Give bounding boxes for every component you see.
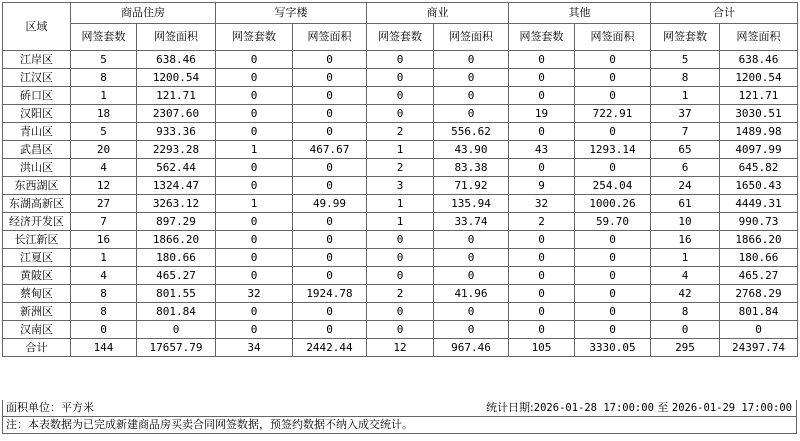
area-cell: 0 (434, 321, 509, 339)
count-cell: 0 (216, 303, 293, 321)
count-cell: 0 (216, 231, 293, 249)
area-cell: 0 (575, 285, 651, 303)
area-cell: 180.66 (137, 249, 216, 267)
table-row-total (3, 339, 798, 357)
region-cell: 洪山区 (3, 159, 71, 177)
count-cell: 0 (216, 321, 293, 339)
count-cell: 65 (651, 141, 720, 159)
count-cell: 37 (651, 105, 720, 123)
stat-date-from: 2026-01-28 17:00:00 (533, 402, 654, 414)
count-cell: 2 (367, 285, 434, 303)
area-cell: 556.62 (434, 123, 509, 141)
region-cell: 江岸区 (3, 51, 71, 69)
area-cell: 801.84 (720, 303, 798, 321)
area-cell: 990.73 (720, 213, 798, 231)
count-cell: 42 (651, 285, 720, 303)
count-cell: 24 (651, 177, 720, 195)
area-cell: 49.99 (293, 195, 367, 213)
stat-date-separator: 至 (657, 401, 669, 414)
area-cell: 638.46 (720, 51, 798, 69)
count-cell: 0 (509, 303, 575, 321)
header-sub-count: 网签套数 (216, 24, 293, 51)
count-cell: 0 (216, 267, 293, 285)
table-row (3, 159, 798, 177)
count-cell: 32 (216, 285, 293, 303)
count-cell: 0 (509, 249, 575, 267)
area-cell: 2768.29 (720, 285, 798, 303)
count-cell: 32 (509, 195, 575, 213)
area-cell: 17657.79 (137, 339, 216, 357)
area-cell: 43.90 (434, 141, 509, 159)
area-cell: 0 (293, 213, 367, 231)
area-cell: 0 (575, 321, 651, 339)
count-cell: 8 (71, 303, 137, 321)
region-cell: 新洲区 (3, 303, 71, 321)
header-group-other: 其他 (509, 3, 651, 24)
area-cell: 1866.20 (720, 231, 798, 249)
count-cell: 0 (367, 51, 434, 69)
count-cell: 8 (651, 303, 720, 321)
header-row-subcolumns (3, 24, 798, 51)
area-cell: 0 (434, 105, 509, 123)
count-cell: 0 (216, 123, 293, 141)
header-group-residential: 商品住房 (71, 3, 216, 24)
count-cell: 0 (367, 105, 434, 123)
area-cell: 135.94 (434, 195, 509, 213)
area-cell: 3263.12 (137, 195, 216, 213)
region-cell: 武昌区 (3, 141, 71, 159)
area-cell: 645.82 (720, 159, 798, 177)
count-cell: 1 (367, 195, 434, 213)
count-cell: 1 (651, 249, 720, 267)
count-cell: 105 (509, 339, 575, 357)
area-cell: 722.91 (575, 105, 651, 123)
table-row (3, 123, 798, 141)
count-cell: 1 (216, 141, 293, 159)
count-cell: 6 (651, 159, 720, 177)
count-cell: 1 (71, 87, 137, 105)
area-cell: 1489.98 (720, 123, 798, 141)
count-cell: 0 (216, 177, 293, 195)
area-cell: 1924.78 (293, 285, 367, 303)
area-cell: 801.55 (137, 285, 216, 303)
count-cell: 61 (651, 195, 720, 213)
region-cell: 黄陂区 (3, 267, 71, 285)
count-cell: 1 (367, 213, 434, 231)
region-cell: 汉南区 (3, 321, 71, 339)
header-region: 区域 (3, 3, 71, 51)
count-cell: 5 (651, 51, 720, 69)
area-cell: 0 (293, 303, 367, 321)
area-cell: 59.70 (575, 213, 651, 231)
table-row (3, 213, 798, 231)
area-cell: 638.46 (137, 51, 216, 69)
header-sub-count: 网签套数 (367, 24, 434, 51)
region-cell: 经济开发区 (3, 213, 71, 231)
area-cell: 0 (575, 231, 651, 249)
area-cell: 3030.51 (720, 105, 798, 123)
header-sub-count: 网签套数 (71, 24, 137, 51)
count-cell: 0 (651, 321, 720, 339)
area-cell: 0 (293, 87, 367, 105)
region-cell: 青山区 (3, 123, 71, 141)
transaction-table (2, 2, 798, 357)
footer-unit-row (2, 400, 797, 417)
area-cell: 2307.60 (137, 105, 216, 123)
count-cell: 0 (216, 51, 293, 69)
area-cell: 3330.05 (575, 339, 651, 357)
count-cell: 0 (509, 69, 575, 87)
table-row (3, 69, 798, 87)
header-sub-count: 网签套数 (509, 24, 575, 51)
area-cell: 0 (293, 231, 367, 249)
count-cell: 144 (71, 339, 137, 357)
count-cell: 0 (367, 87, 434, 105)
count-cell: 8 (71, 69, 137, 87)
area-cell: 0 (575, 87, 651, 105)
header-sub-area: 网签面积 (434, 24, 509, 51)
count-cell: 8 (71, 285, 137, 303)
area-cell: 0 (575, 159, 651, 177)
area-cell: 562.44 (137, 159, 216, 177)
area-cell: 0 (434, 69, 509, 87)
area-cell: 0 (575, 123, 651, 141)
region-cell: 东湖高新区 (3, 195, 71, 213)
count-cell: 0 (367, 249, 434, 267)
area-cell: 180.66 (720, 249, 798, 267)
count-cell: 5 (71, 51, 137, 69)
count-cell: 7 (71, 213, 137, 231)
count-cell: 0 (509, 123, 575, 141)
header-group-office: 写字楼 (216, 3, 367, 24)
count-cell: 10 (651, 213, 720, 231)
table-row (3, 321, 798, 339)
count-cell: 0 (367, 303, 434, 321)
count-cell: 1 (367, 141, 434, 159)
count-cell: 7 (651, 123, 720, 141)
area-cell: 2293.28 (137, 141, 216, 159)
region-cell: 硚口区 (3, 87, 71, 105)
count-cell: 0 (509, 87, 575, 105)
area-cell: 0 (575, 249, 651, 267)
count-cell: 1 (216, 195, 293, 213)
count-cell: 0 (367, 267, 434, 285)
count-cell: 0 (509, 159, 575, 177)
area-cell: 0 (293, 249, 367, 267)
count-cell: 0 (509, 285, 575, 303)
area-cell: 0 (434, 267, 509, 285)
region-cell: 合计 (3, 339, 71, 357)
area-cell: 0 (434, 51, 509, 69)
area-cell: 0 (293, 69, 367, 87)
header-sub-area: 网签面积 (575, 24, 651, 51)
region-cell: 蔡甸区 (3, 285, 71, 303)
header-group-total: 合计 (651, 3, 798, 24)
region-cell: 江汉区 (3, 69, 71, 87)
count-cell: 0 (216, 87, 293, 105)
area-cell: 1866.20 (137, 231, 216, 249)
area-cell: 0 (575, 69, 651, 87)
area-cell: 0 (293, 267, 367, 285)
count-cell: 0 (216, 159, 293, 177)
stat-date-to: 2026-01-29 17:00:00 (671, 402, 792, 414)
area-cell: 0 (575, 267, 651, 285)
area-cell: 0 (293, 105, 367, 123)
area-cell: 0 (720, 321, 798, 339)
area-cell: 0 (293, 321, 367, 339)
area-cell: 1293.14 (575, 141, 651, 159)
count-cell: 16 (71, 231, 137, 249)
table-row (3, 195, 798, 213)
region-cell: 长江新区 (3, 231, 71, 249)
count-cell: 0 (509, 267, 575, 285)
area-cell: 0 (137, 321, 216, 339)
table-row (3, 87, 798, 105)
count-cell: 12 (367, 339, 434, 357)
area-cell: 0 (575, 303, 651, 321)
count-cell: 0 (216, 69, 293, 87)
count-cell: 1 (651, 87, 720, 105)
area-cell: 897.29 (137, 213, 216, 231)
count-cell: 1 (71, 249, 137, 267)
area-cell: 41.96 (434, 285, 509, 303)
count-cell: 9 (509, 177, 575, 195)
header-sub-count: 网签套数 (651, 24, 720, 51)
count-cell: 0 (216, 105, 293, 123)
count-cell: 4 (71, 267, 137, 285)
header-sub-area: 网签面积 (293, 24, 367, 51)
count-cell: 0 (509, 51, 575, 69)
area-cell: 0 (575, 51, 651, 69)
area-cell: 1200.54 (137, 69, 216, 87)
table-row (3, 231, 798, 249)
count-cell: 0 (216, 249, 293, 267)
count-cell: 0 (216, 213, 293, 231)
table-row (3, 141, 798, 159)
region-cell: 东西湖区 (3, 177, 71, 195)
area-cell: 1324.47 (137, 177, 216, 195)
area-cell: 933.36 (137, 123, 216, 141)
area-cell: 71.92 (434, 177, 509, 195)
region-cell: 汉阳区 (3, 105, 71, 123)
table-row (3, 105, 798, 123)
count-cell: 0 (367, 321, 434, 339)
header-sub-area: 网签面积 (720, 24, 798, 51)
footer-note-row (2, 417, 797, 434)
area-cell: 0 (434, 231, 509, 249)
count-cell: 4 (651, 267, 720, 285)
area-cell: 24397.74 (720, 339, 798, 357)
area-unit-label: 面积单位：平方米 (6, 401, 94, 414)
count-cell: 5 (71, 123, 137, 141)
area-cell: 0 (434, 87, 509, 105)
header-sub-area: 网签面积 (137, 24, 216, 51)
count-cell: 0 (71, 321, 137, 339)
header-row-groups (3, 3, 798, 24)
data-table-wrapper (2, 2, 797, 357)
table-row (3, 51, 798, 69)
count-cell: 16 (651, 231, 720, 249)
count-cell: 2 (367, 123, 434, 141)
area-cell: 1650.43 (720, 177, 798, 195)
count-cell: 295 (651, 339, 720, 357)
area-cell: 967.46 (434, 339, 509, 357)
count-cell: 2 (367, 159, 434, 177)
count-cell: 0 (509, 321, 575, 339)
area-cell: 467.67 (293, 141, 367, 159)
area-cell: 0 (434, 249, 509, 267)
area-cell: 4449.31 (720, 195, 798, 213)
count-cell: 4 (71, 159, 137, 177)
area-cell: 1200.54 (720, 69, 798, 87)
area-cell: 0 (293, 51, 367, 69)
count-cell: 18 (71, 105, 137, 123)
count-cell: 3 (367, 177, 434, 195)
count-cell: 0 (367, 69, 434, 87)
count-cell: 0 (367, 231, 434, 249)
table-row (3, 177, 798, 195)
region-cell: 江夏区 (3, 249, 71, 267)
area-cell: 0 (293, 123, 367, 141)
stat-date (486, 400, 792, 416)
table-note: 注：本表数据为已完成新建商品房买卖合同网签数据，预签约数据不纳入成交统计。 (6, 418, 413, 431)
area-cell: 801.84 (137, 303, 216, 321)
table-row (3, 285, 798, 303)
area-cell: 2442.44 (293, 339, 367, 357)
area-cell: 254.04 (575, 177, 651, 195)
area-cell: 0 (293, 159, 367, 177)
table-body (3, 51, 798, 357)
count-cell: 8 (651, 69, 720, 87)
table-row (3, 249, 798, 267)
count-cell: 20 (71, 141, 137, 159)
count-cell: 19 (509, 105, 575, 123)
area-cell: 121.71 (720, 87, 798, 105)
count-cell: 0 (509, 231, 575, 249)
header-group-commercial: 商业 (367, 3, 509, 24)
area-cell: 83.38 (434, 159, 509, 177)
table-row (3, 267, 798, 285)
count-cell: 2 (509, 213, 575, 231)
stat-date-label: 统计日期: (486, 401, 534, 414)
count-cell: 27 (71, 195, 137, 213)
count-cell: 12 (71, 177, 137, 195)
area-cell: 4097.99 (720, 141, 798, 159)
area-cell: 0 (434, 303, 509, 321)
area-cell: 33.74 (434, 213, 509, 231)
area-cell: 465.27 (720, 267, 798, 285)
area-cell: 0 (293, 177, 367, 195)
area-cell: 465.27 (137, 267, 216, 285)
count-cell: 43 (509, 141, 575, 159)
area-cell: 121.71 (137, 87, 216, 105)
area-cell: 1000.26 (575, 195, 651, 213)
table-row (3, 303, 798, 321)
count-cell: 34 (216, 339, 293, 357)
